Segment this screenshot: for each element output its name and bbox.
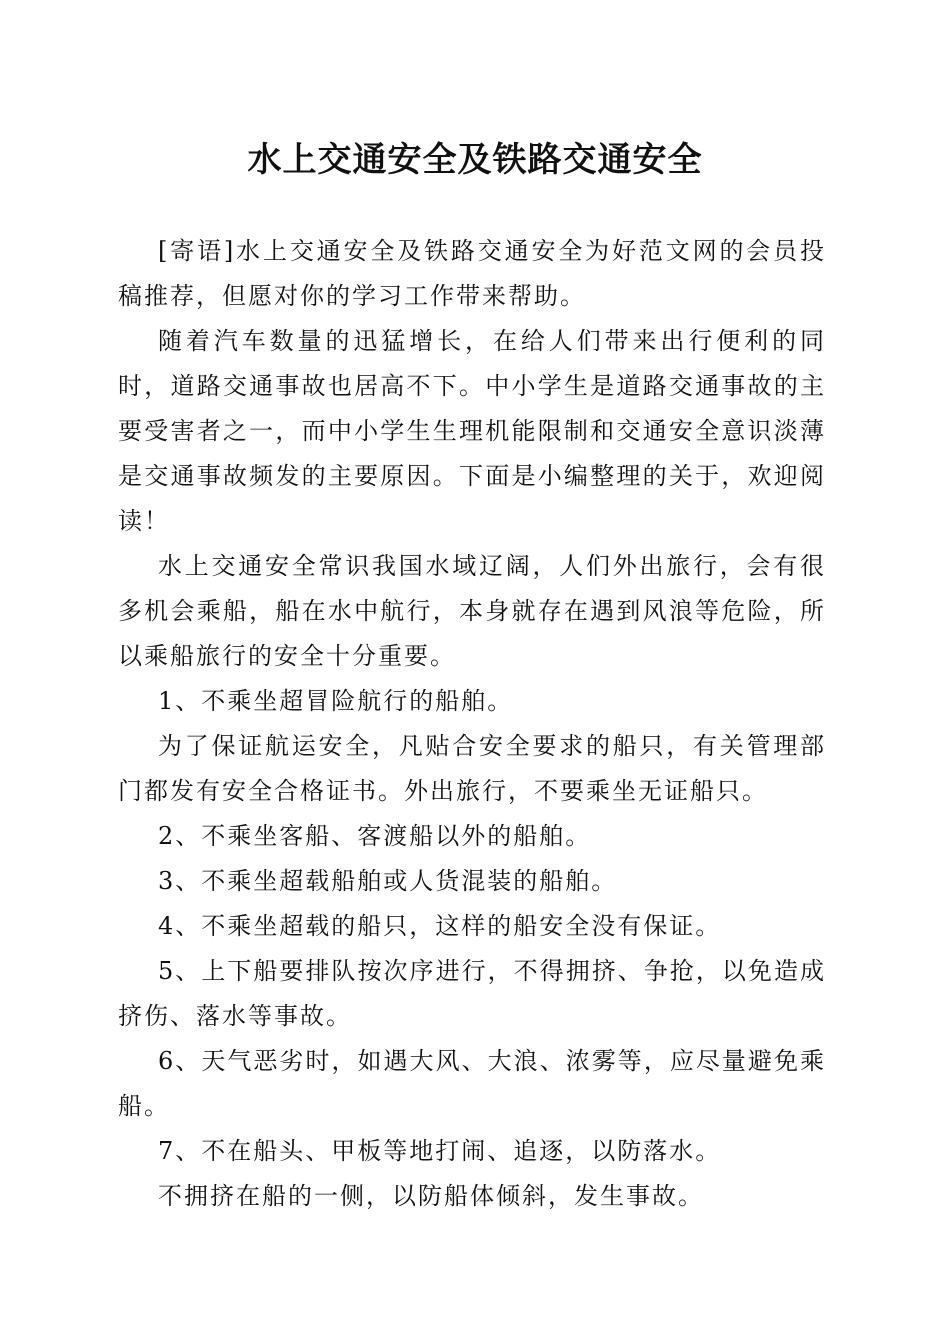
list-item: 3、不乘坐超载船舶或人货混装的船舶。 [158, 867, 618, 895]
paragraph-certificate: 为了保证航运安全，凡贴合安全要求的船只，有关管理部门都发有安全合格证书。外出旅行，不要乘坐无证船只。 [118, 732, 826, 805]
paragraph-intro: 随着汽车数量的迅猛增长，在给人们带来出行便利的同时，道路交通事故也居高不下。中小学生是道路交通事故的主要受害者之一，而中小学生生理机能限制和交通安全意识淡薄是交通事故频发的主要原因。下面是小编整理的关于，欢迎阅读！ [118, 327, 826, 535]
list-item: 2、不乘坐客船、客渡船以外的船舶。 [158, 822, 592, 850]
document-title: 水上交通安全及铁路交通安全 [247, 140, 703, 180]
paragraph-water-safety: 水上交通安全常识我国水域辽阔，人们外出旅行，会有很多机会乘船，船在水中航行，本身就存在遇到风浪等危险，所以乘船旅行的安全十分重要。 [118, 552, 826, 670]
list-item: 7、不在船头、甲板等地打闹、追逐，以防落水。 [158, 1137, 722, 1165]
list-item: 5、上下船要排队按次序进行，不得拥挤、争抢，以免造成挤伤、落水等事故。 [118, 957, 826, 1030]
document-body [118, 229, 826, 1219]
paragraph-foreword: [寄语]水上交通安全及铁路交通安全为好范文网的会员投稿推荐，但愿对你的学习工作带来帮助。 [118, 237, 826, 310]
list-item: 6、天气恶劣时，如遇大风、大浪、浓雾等，应尽量避免乘船。 [118, 1047, 826, 1120]
list-item: 1、不乘坐超冒险航行的船舶。 [158, 687, 514, 715]
list-item: 4、不乘坐超载的船只，这样的船安全没有保证。 [158, 912, 722, 940]
paragraph-closing: 不拥挤在船的一侧，以防船体倾斜，发生事故。 [158, 1182, 704, 1210]
